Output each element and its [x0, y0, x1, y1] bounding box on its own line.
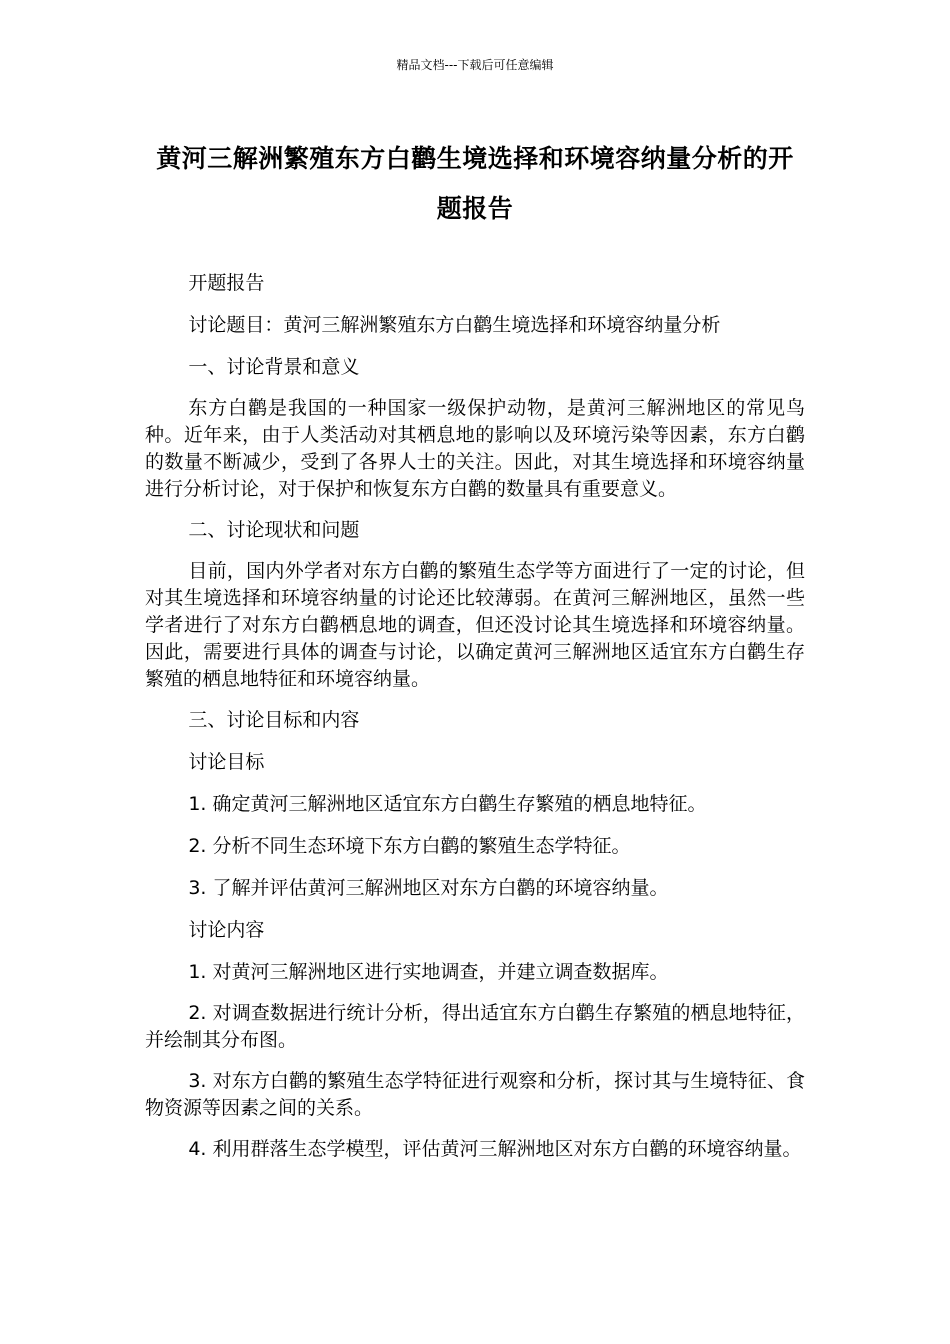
document-title: 黄河三解洲繁殖东方白鹳生境选择和环境容纳量分析的开题报告	[156, 144, 794, 223]
objective-item: 2. 分析不同生态环境下东方白鹳的繁殖生态学特征。	[188, 835, 631, 857]
section-heading-objectives: 三、讨论目标和内容	[188, 709, 360, 731]
paragraph-report-label: 开题报告	[188, 272, 265, 294]
objective-item: 3. 了解并评估黄河三解洲地区对东方白鹳的环境容纳量。	[188, 877, 669, 899]
content-item: 4. 利用群落生态学模型，评估黄河三解洲地区对东方白鹳的环境容纳量。	[188, 1138, 802, 1160]
paragraph-topic: 讨论题目：黄河三解洲繁殖东方白鹳生境选择和环境容纳量分析	[188, 314, 721, 336]
content-item: 2. 对调查数据进行统计分析，得出适宜东方白鹳生存繁殖的栖息地特征，并绘制其分布图。	[145, 1002, 805, 1051]
paragraph-background: 东方白鹳是我国的一种国家一级保护动物，是黄河三解洲地区的常见鸟种。近年来，由于人类活动对其栖息地的影响以及环境污染等因素，东方白鹳的数量不断减少，受到了各界人士的关注。因此，对其生境选择和环境容纳量进行分析讨论，对于保护和恢复东方白鹳的数量具有重要意义。	[145, 397, 805, 500]
section-heading-status: 二、讨论现状和问题	[188, 519, 360, 541]
subheading-content: 讨论内容	[188, 919, 265, 941]
subheading-objectives: 讨论目标	[188, 751, 265, 773]
document-body	[145, 270, 805, 1163]
paragraph-status: 目前，国内外学者对东方白鹳的繁殖生态学等方面进行了一定的讨论，但对其生境选择和环境容纳量的讨论还比较薄弱。在黄河三解洲地区，虽然一些学者进行了对东方白鹳栖息地的调查，但还没讨论其生境选择和环境容纳量。因此，需要进行具体的调查与讨论，以确定黄河三解洲地区适宜东方白鹳生存繁殖的栖息地特征和环境容纳量。	[145, 560, 805, 690]
content-item: 3. 对东方白鹳的繁殖生态学特征进行观察和分析，探讨其与生境特征、食物资源等因素之间的关系。	[145, 1070, 805, 1119]
content-item: 1. 对黄河三解洲地区进行实地调查，并建立调查数据库。	[188, 961, 669, 983]
header-note: 精品文档---下载后可任意编辑	[396, 58, 554, 72]
section-heading-background: 一、讨论背景和意义	[188, 356, 360, 378]
objective-item: 1. 确定黄河三解洲地区适宜东方白鹳生存繁殖的栖息地特征。	[188, 793, 707, 815]
